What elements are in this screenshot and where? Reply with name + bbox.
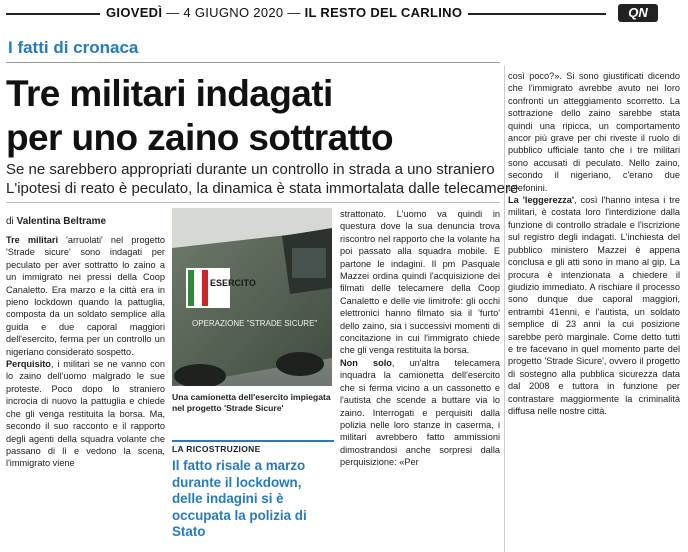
headline: [6, 72, 500, 160]
paragraph-text: , i militari se ne vanno con lo zaino dell'uomo malgrado le sue proteste. Poco dopo lo straniero incrocia di nuovo la pattuglia e chiede che gli venga restituita la borsa. Ma, secondo il suo racconto e il rapporto degli agenti della squadra volante che passano di lì e vedono la scena, l'immigrato viene: [6, 359, 165, 469]
masthead-newspaper: IL RESTO DEL CARLINO: [304, 5, 463, 20]
paragraph: [508, 70, 680, 194]
article-column-2: [340, 208, 500, 469]
photo-caption: Una camionetta dell'esercito impiegata nel progetto 'Strade Sicure': [172, 392, 331, 413]
paragraph: [340, 208, 500, 357]
paragraph-text: così poco?». Si sono giustificati dicendo che l'immigrato avrebbe avuto nei loro confronti un atteggiamento scorretto. La sottrazione dello zaino sarebbe stata quindi una ripicca, un comportamento ancor più grave per chi riveste il ruolo di pubblico ufficiale tanto che i tre militari sono accusati di peculato. Nello zaino, secondo il nigeriano, c'erano due telefonini.: [508, 71, 680, 193]
subheadline-line-2: L'ipotesi di reato è peculato, la dinamica è stata immortalata dalle telecamere: [6, 180, 519, 197]
box-quote: Il fatto risale a marzo durante il lockdown, delle indagini si è occupata la polizia di Stato: [172, 458, 307, 539]
byline-prefix: di: [6, 216, 14, 227]
article-photo: [172, 208, 332, 386]
section-label: I fatti di cronaca: [8, 38, 139, 57]
vehicle-sign-text: ESERCITO: [210, 278, 256, 288]
lead-in: Non solo: [340, 357, 392, 368]
subheadline-line-1: Se ne sarebbero appropriati durante un controllo in strada a uno straniero: [6, 161, 495, 178]
masthead-day: GIOVEDÌ: [106, 5, 163, 20]
paragraph-text: , così l'hanno intesa i tre militari, è costata loro l'interdizione dalla funzione di controllo stradale e l'iscrizione sul registro degli indagati. L'inchiesta del pubblico ministero Mazzei è appena conclusa e gli atti sono in mano al gip. La procura è intenzionata a chiedere il giudizio immediato. A rischiare il processo sono dunque due caporal maggiori, entrambi 41enni, e l'autista, un soldato semplice di 23 anni la cui posizione sarebbe però marginale. Come detto tutti e tre facevano in quel momento parte del progetto 'Strade Sicure', ovvero il progetto di sostegno alla pubblica sicurezza data dal 2008 e tuttora in funzione per contrastare maggiormente la criminalità diffusa nelle nostre città.: [508, 195, 680, 416]
headline-line-2: per uno zaino sottratto: [6, 117, 394, 158]
vehicle-operation-text: OPERAZIONE "STRADE SICURE": [192, 319, 318, 328]
masthead-date: 4 GIUGNO 2020: [183, 5, 284, 20]
paragraph: [340, 357, 500, 469]
masthead: [0, 0, 688, 32]
lead-in: La 'leggerezza': [508, 195, 575, 206]
military-vehicle-illustration: [172, 208, 332, 386]
reconstruction-box: [172, 440, 334, 552]
paragraph: [508, 194, 680, 417]
headline-line-1: Tre militari indagati: [6, 73, 333, 114]
lead-in: Perquisito: [6, 359, 51, 370]
byline: [6, 216, 106, 227]
box-label: LA RICOSTRUZIONE: [172, 444, 261, 454]
paragraph-text: strattonato. L'uomo va quindi in questura dove la sua denuncia trova riscontro nel rapporto che la volante ha poi passato alla squadra mobile. E partone le indagini. Il pm Pasquale Mazzei ordina quindi l'acquisizione dei filmati delle telecamere della Coop Canaletto e delle vie limitrofe: gli occhi elettronici hanno filmato sia il 'furto' dello zaino, sia i successivi momenti di concitazione in cui l'immigrato chiede che gli venga restituita la borsa.: [340, 209, 500, 356]
article-column-3: [508, 70, 680, 417]
qn-logo: QN: [618, 4, 658, 22]
subheadline: [6, 160, 519, 198]
paragraph: [6, 358, 165, 470]
masthead-text: GIOVEDÌ — 4 GIUGNO 2020 — IL RESTO DEL CARLINO: [100, 5, 468, 20]
article-column-1: [6, 234, 165, 470]
paragraph-text: 'arruolati' nel progetto 'Strade sicure' sono indagati per peculato per aver sottratto lo zaino a un immigrato nei pressi della Coop Canaletto. Era marzo e la città era in pieno lockdown quando la pattuglia, composta da un soldato semplice alla guida e due caporal maggiori dell'esercito, ferma per un controllo un nigeriano considerato sospetto.: [6, 235, 165, 357]
paragraph-text: , un'altra telecamera inquadra la camionetta dell'esercito che si ferma vicino a un cassonetto e l'autista che scende a buttare via lo zaino. Interrogati e perquisiti dalla polizia nelle loro stanze in caserma, i militari avrebbero fatto ammissioni dimostrandosi anche sorpresi dalla perquisizione: «Per: [340, 357, 500, 468]
column-divider: [504, 66, 505, 552]
subheadline-rule: [6, 202, 500, 203]
section-rule: [6, 62, 500, 63]
paragraph: [6, 234, 165, 358]
box-rule: [172, 440, 334, 442]
lead-in: Tre militari: [6, 235, 59, 245]
byline-author: Valentina Beltrame: [16, 216, 107, 227]
